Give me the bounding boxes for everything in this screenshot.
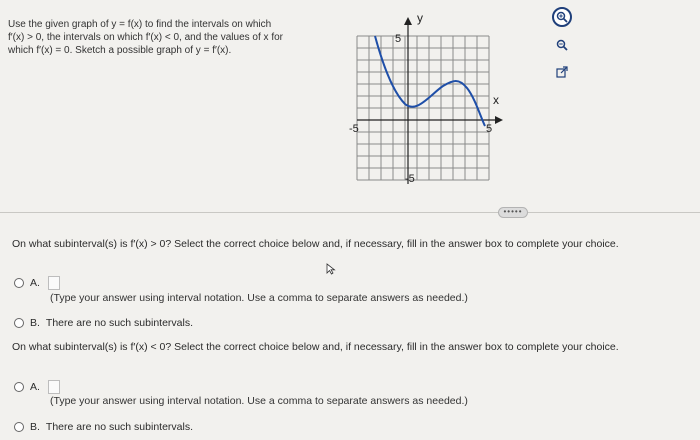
x-tick-left: -5 (349, 123, 359, 135)
x-axis-label: x (493, 93, 499, 107)
function-curve (375, 36, 485, 126)
q2-choice-a-label: A. (30, 381, 40, 393)
q1-radio-b[interactable] (14, 318, 24, 328)
mouse-cursor-icon (326, 263, 336, 275)
question-1: On what subinterval(s) is f′(x) > 0? Select the correct choice below and, if necessary, fill in the answer box to complete your choice. (12, 238, 619, 250)
q1-choice-a[interactable] (14, 276, 60, 290)
prompt-line-2: f′(x) > 0, the intervals on which f′(x) < 0, and the values of x for (8, 32, 283, 43)
y-axis-label: y (417, 11, 423, 25)
question-2: On what subinterval(s) is f′(x) < 0? Select the correct choice below and, if necessary, fill in the answer box to complete your choice. (12, 341, 619, 353)
q1-hint: (Type your answer using interval notation. Use a comma to separate answers as needed.) (50, 292, 468, 304)
external-link-icon (556, 66, 568, 78)
q1-answer-box[interactable] (48, 276, 60, 290)
function-graph[interactable] (335, 8, 525, 188)
y-axis-arrow-icon (404, 17, 412, 25)
q1-choice-b-text: There are no such subintervals. (45, 317, 193, 329)
problem-prompt (8, 18, 338, 57)
q2-choice-b-text: There are no such subintervals. (45, 421, 193, 433)
q2-answer-box[interactable] (48, 380, 60, 394)
q1-radio-a[interactable] (14, 278, 24, 288)
zoom-out-icon (556, 39, 568, 51)
y-tick-bottom: -5 (405, 173, 415, 185)
q1-choice-a-label: A. (30, 277, 40, 289)
zoom-out-button[interactable] (552, 35, 572, 55)
prompt-line-3: which f′(x) = 0. Sketch a possible graph of y = f′(x). (8, 45, 232, 56)
q1-choice-b-label: B. (30, 317, 40, 329)
y-tick-top: 5 (395, 33, 402, 45)
q2-radio-a[interactable] (14, 382, 24, 392)
zoom-in-button[interactable] (552, 7, 572, 27)
q2-choice-b[interactable] (14, 421, 193, 433)
expand-button[interactable]: ••••• (498, 207, 528, 218)
q1-choice-b[interactable] (14, 317, 193, 329)
graph-grid (357, 36, 489, 180)
q2-choice-a[interactable] (14, 380, 60, 394)
x-axis-arrow-icon (495, 116, 503, 124)
section-divider (0, 212, 700, 213)
q2-hint: (Type your answer using interval notation. Use a comma to separate answers as needed.) (50, 395, 468, 407)
x-tick-right: 5 (486, 123, 493, 135)
q2-radio-b[interactable] (14, 422, 24, 432)
zoom-in-icon (556, 11, 568, 23)
q2-choice-b-label: B. (30, 421, 40, 433)
open-external-button[interactable] (552, 62, 572, 82)
prompt-line-1: Use the given graph of y = f(x) to find the intervals on which (8, 19, 272, 30)
